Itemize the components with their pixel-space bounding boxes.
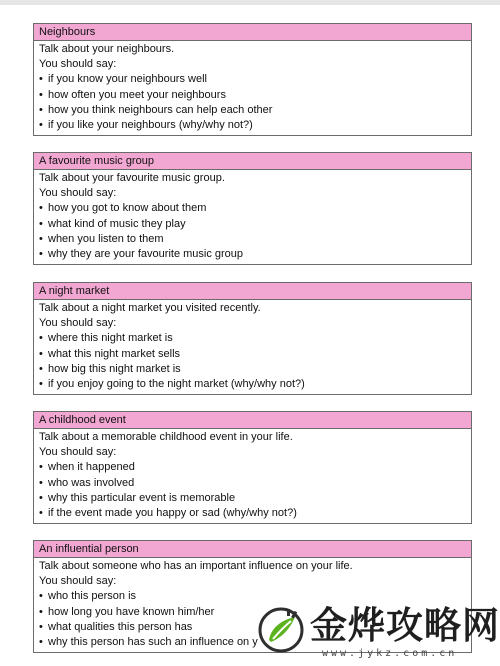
card-title: An influential person: [34, 541, 471, 558]
card-title: A night market: [34, 283, 471, 300]
bullet-icon: •: [39, 377, 43, 390]
card-prompt: You should say:: [39, 575, 117, 588]
card-intro: Talk about a night market you visited recently.: [39, 302, 261, 314]
bullet-icon: •: [39, 332, 43, 345]
bullet-item: • why this person has such an influence on y: [39, 635, 466, 650]
card-prompt: You should say:: [39, 58, 117, 71]
bullet-icon: •: [39, 347, 43, 360]
bullet-icon: •: [39, 635, 43, 648]
bullet-icon: •: [39, 362, 43, 375]
bullet-icon: •: [39, 491, 43, 504]
card-body: [34, 170, 471, 264]
cue-card-night-market: [33, 282, 472, 395]
cue-card-childhood-event: [33, 411, 472, 524]
bullet-item: • how long you have known him/her: [39, 605, 466, 620]
bullet-item: • how you think neighbours can help each other: [39, 103, 466, 118]
top-strip: [0, 0, 500, 5]
bullet-item: • if you enjoy going to the night market (why/why not?): [39, 377, 466, 392]
bullet-icon: •: [39, 118, 43, 131]
bullet-item: • what this night market sells: [39, 347, 466, 362]
bullet-item: • how often you meet your neighbours: [39, 88, 466, 103]
cue-card-music-group: [33, 152, 472, 265]
bullet-item: • when you listen to them: [39, 232, 466, 247]
bullet-icon: •: [39, 461, 43, 474]
bullet-item: • if the event made you happy or sad (why/why not?): [39, 506, 466, 521]
bullet-item: • what qualities this person has: [39, 620, 466, 635]
bullet-item: • who this person is: [39, 589, 466, 604]
card-body: [34, 558, 471, 652]
bullet-icon: •: [39, 88, 43, 101]
bullet-icon: •: [39, 476, 43, 489]
bullet-icon: •: [39, 506, 43, 519]
card-body: [34, 41, 471, 135]
bullet-item: • why they are your favourite music group: [39, 247, 466, 262]
bullet-item: • why this particular event is memorable: [39, 491, 466, 506]
card-body: [34, 429, 471, 523]
card-body: [34, 300, 471, 394]
card-intro: Talk about your favourite music group.: [39, 172, 225, 184]
bullet-item: • how you got to know about them: [39, 201, 466, 216]
bullet-icon: •: [39, 232, 43, 245]
bullet-item: • who was involved: [39, 476, 466, 491]
watermark-url: www.jykz.com.cn: [322, 648, 458, 659]
cue-card-neighbours: [33, 23, 472, 136]
card-title: Neighbours: [34, 24, 471, 41]
card-title: A favourite music group: [34, 153, 471, 170]
bullet-item: • how big this night market is: [39, 362, 466, 377]
bullet-item: • if you know your neighbours well: [39, 72, 466, 87]
bullet-icon: •: [39, 605, 43, 618]
card-prompt: You should say:: [39, 187, 117, 200]
bullet-item: • what kind of music they play: [39, 217, 466, 232]
bullet-icon: •: [39, 103, 43, 116]
watermark-brand: 金烨攻略网: [310, 604, 500, 647]
card-prompt: You should say:: [39, 446, 117, 459]
card-prompt: You should say:: [39, 317, 117, 330]
bullet-icon: •: [39, 73, 43, 86]
bullet-item: • if you like your neighbours (why/why not?): [39, 118, 466, 133]
card-title: A childhood event: [34, 412, 471, 429]
bullet-item: • where this night market is: [39, 331, 466, 346]
cue-card-influential-person: [33, 540, 472, 653]
bullet-item: • when it happened: [39, 460, 466, 475]
card-intro: Talk about someone who has an important influence on your life.: [39, 560, 353, 572]
bullet-icon: •: [39, 217, 43, 230]
card-intro: Talk about a memorable childhood event in your life.: [39, 431, 293, 443]
bullet-icon: •: [39, 620, 43, 633]
bullet-icon: •: [39, 202, 43, 215]
card-intro: Talk about your neighbours.: [39, 43, 175, 55]
bullet-icon: •: [39, 247, 43, 260]
bullet-icon: •: [39, 590, 43, 603]
